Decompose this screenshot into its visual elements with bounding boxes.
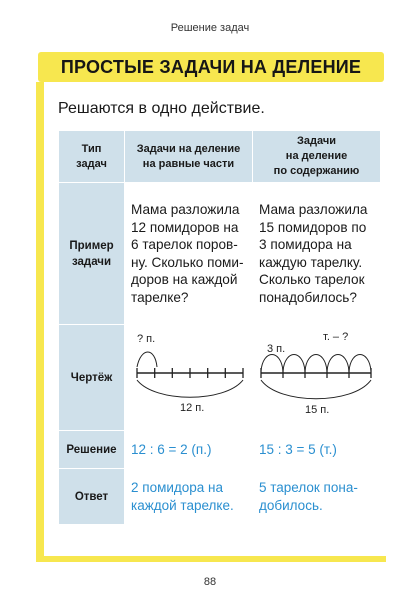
header-by-content-line2: на деление	[285, 150, 348, 162]
header-task-type-line1: Тип	[81, 142, 102, 155]
row-label-example-line2: задачи	[71, 255, 112, 268]
answer-equal-parts	[125, 469, 253, 525]
total-arc	[261, 380, 371, 399]
header-task-type-line2: задач	[76, 157, 107, 170]
example1-line: тарелке?	[131, 289, 189, 305]
answer-equal-parts-text	[125, 479, 252, 515]
example1-line: ну. Сколько поми-	[131, 254, 244, 270]
example2-line: понадобилось?	[259, 289, 357, 305]
answer1-line: каждой тарелке.	[131, 497, 234, 513]
count-label: т. – ?	[323, 331, 349, 343]
running-head: Решение задач	[170, 22, 250, 34]
drawing-equal-parts	[125, 325, 253, 431]
example2-line: Сколько тарелок	[259, 272, 365, 287]
group-arcs	[261, 355, 371, 372]
part-arc	[137, 352, 157, 367]
row-label-solution-text: Решение	[66, 443, 117, 456]
answer-by-content	[253, 469, 381, 525]
subtitle: Решаются в одно действие.	[58, 100, 265, 117]
total-label: 12 п.	[180, 402, 205, 414]
frame-left-bar	[36, 82, 44, 562]
division-task-table	[58, 130, 381, 525]
part-label: 3 п.	[267, 343, 286, 355]
page-number: 88	[203, 576, 217, 588]
drawing-by-content	[253, 325, 381, 431]
segment-diagram-by-content	[253, 325, 381, 425]
example1-line: Мама разложила	[131, 202, 240, 217]
frame-bottom-bar	[36, 556, 386, 562]
example2-line: Мама разложила	[259, 202, 368, 217]
header-equal-parts-line1: Задачи на деление	[136, 142, 241, 155]
solution-by-content-text: 15 : 3 = 5 (т.)	[259, 441, 337, 457]
total-label: 15 п.	[305, 404, 330, 416]
answer2-line: добилось.	[259, 497, 323, 513]
row-label-example	[59, 183, 125, 325]
row-label-answer-text: Ответ	[74, 490, 109, 503]
header-by-content	[253, 131, 381, 183]
example1-line: 6 тарелок поров-	[131, 237, 238, 252]
example2-line: 15 помидоров по	[259, 219, 367, 235]
header-by-content-line1: Задачи	[297, 135, 336, 147]
solution-equal-parts-text: 12 : 6 = 2 (п.)	[131, 441, 212, 457]
header-equal-parts-line2: на равные части	[142, 157, 235, 170]
example-equal-parts-text	[125, 201, 252, 306]
answer-by-content-text	[253, 479, 380, 515]
example1-line: 12 помидоров на	[131, 219, 239, 235]
row-label-drawing	[59, 325, 125, 431]
header-by-content-line3: по содержанию	[273, 165, 360, 177]
example-by-content-text	[253, 201, 380, 306]
answer2-line: 5 тарелок пона-	[259, 479, 358, 495]
header-task-type	[59, 131, 125, 183]
header-equal-parts	[125, 131, 253, 183]
row-label-solution	[59, 431, 125, 469]
example1-line: доров на каждой	[131, 272, 238, 287]
part-label: ? п.	[137, 333, 156, 345]
page-title: ПРОСТЫЕ ЗАДАЧИ НА ДЕЛЕНИЕ	[60, 57, 362, 77]
example-by-content	[253, 183, 381, 325]
solution-by-content	[253, 431, 381, 469]
total-arc	[137, 380, 243, 397]
answer1-line: 2 помидора на	[131, 479, 224, 495]
example2-line: 3 помидора на	[259, 237, 352, 252]
row-label-example-line1: Пример	[69, 239, 114, 252]
row-label-answer	[59, 469, 125, 525]
example-equal-parts	[125, 183, 253, 325]
solution-equal-parts	[125, 431, 253, 469]
segment-diagram-equal-parts	[125, 325, 253, 425]
row-label-drawing-text: Чертёж	[70, 371, 113, 384]
example2-line: каждую тарелку.	[259, 254, 363, 270]
